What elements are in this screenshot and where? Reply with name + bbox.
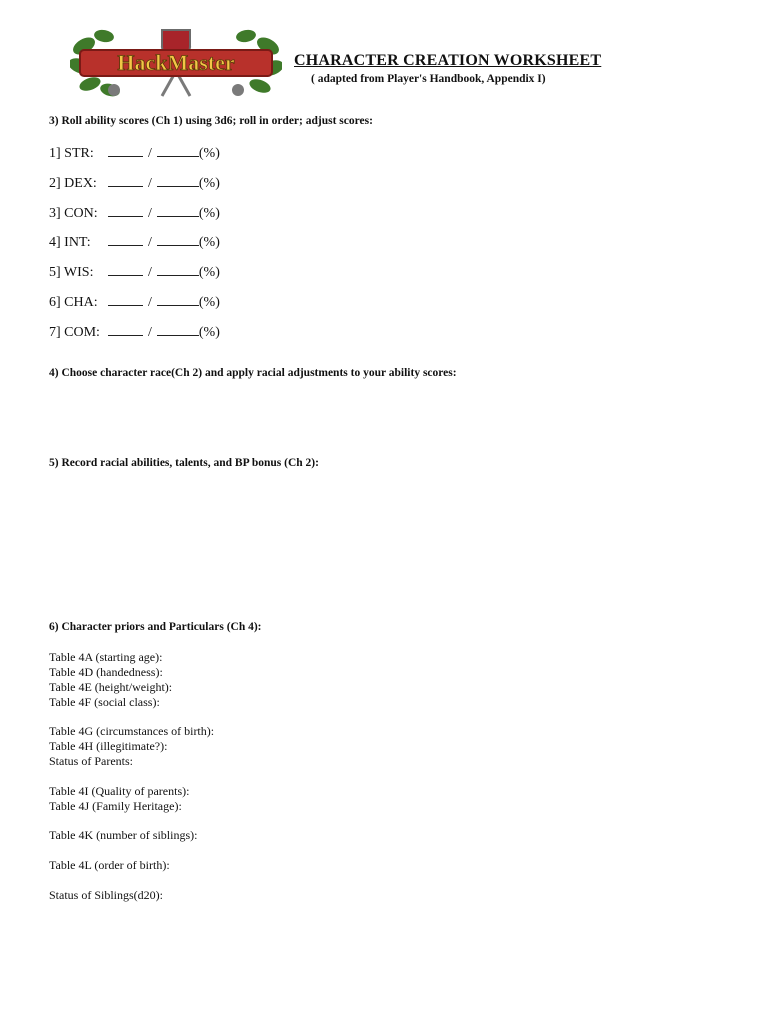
section-6-heading: 6) Character priors and Particulars (Ch 4):: [49, 621, 262, 633]
score-blank[interactable]: [108, 293, 143, 306]
priors-line: Table 4H (illegitimate?):: [49, 739, 168, 753]
separator: /: [148, 235, 152, 250]
ability-label: 1] STR:: [49, 146, 94, 161]
ability-label: 4] INT:: [49, 235, 91, 250]
percentile-blank[interactable]: [157, 293, 199, 306]
page-subtitle: ( adapted from Player's Handbook, Appendix I): [311, 73, 546, 85]
priors-line: Table 4I (Quality of parents):: [49, 784, 190, 798]
percent-suffix: (%): [198, 206, 220, 221]
ability-row-com: [49, 323, 220, 341]
ability-row-con: [49, 204, 220, 222]
percentile-blank[interactable]: [157, 204, 199, 217]
section-5-heading: 5) Record racial abilities, talents, and BP bonus (Ch 2):: [49, 457, 319, 469]
priors-line: Table 4G (circumstances of birth):: [49, 724, 215, 738]
percentile-blank[interactable]: [157, 233, 199, 246]
score-blank[interactable]: [108, 204, 143, 217]
separator: /: [148, 325, 152, 340]
ability-row-dex: [49, 174, 220, 192]
separator: /: [148, 295, 152, 310]
priors-line: Table 4A (starting age):: [49, 650, 163, 664]
hackmaster-logo: [70, 26, 282, 100]
priors-line: Table 4L (order of birth):: [49, 858, 170, 872]
priors-line: Status of Siblings(d20):: [49, 888, 164, 902]
score-blank[interactable]: [108, 144, 143, 157]
priors-line: Table 4D (handedness):: [49, 665, 163, 679]
percent-suffix: (%): [198, 146, 220, 161]
separator: /: [148, 146, 152, 161]
logo-text: HackMaster: [117, 50, 235, 75]
ability-label: 5] WIS:: [49, 265, 94, 280]
ability-label: 7] COM:: [49, 325, 100, 340]
banner-ends: [108, 84, 244, 96]
separator: /: [148, 265, 152, 280]
separator: /: [148, 206, 152, 221]
percentile-blank[interactable]: [157, 174, 199, 187]
separator: /: [148, 176, 152, 191]
ability-row-wis: [49, 263, 220, 281]
percent-suffix: (%): [198, 176, 220, 191]
priors-line: Table 4K (number of siblings):: [49, 828, 198, 842]
ability-label: 6] CHA:: [49, 295, 98, 310]
ability-row-int: [49, 233, 220, 251]
score-blank[interactable]: [108, 323, 143, 336]
section-3-heading: 3) Roll ability scores (Ch 1) using 3d6; roll in order; adjust scores:: [49, 115, 373, 127]
priors-line: Table 4F (social class):: [49, 695, 160, 709]
percent-suffix: (%): [198, 325, 220, 340]
score-blank[interactable]: [108, 174, 143, 187]
section-4-heading: 4) Choose character race(Ch 2) and apply racial adjustments to your ability scores:: [49, 367, 457, 379]
percent-suffix: (%): [198, 265, 220, 280]
ability-label: 2] DEX:: [49, 176, 97, 191]
ability-label: 3] CON:: [49, 206, 98, 221]
priors-line: Status of Parents:: [49, 754, 133, 768]
percentile-blank[interactable]: [157, 144, 199, 157]
priors-line: Table 4E (height/weight):: [49, 680, 173, 694]
ability-row-str: [49, 144, 220, 162]
percentile-blank[interactable]: [157, 323, 199, 336]
percent-suffix: (%): [198, 295, 220, 310]
priors-line: Table 4J (Family Heritage):: [49, 799, 182, 813]
page-title: CHARACTER CREATION WORKSHEET: [294, 52, 602, 69]
percentile-blank[interactable]: [157, 263, 199, 276]
score-blank[interactable]: [108, 263, 143, 276]
ability-row-cha: [49, 293, 220, 311]
percent-suffix: (%): [198, 235, 220, 250]
score-blank[interactable]: [108, 233, 143, 246]
